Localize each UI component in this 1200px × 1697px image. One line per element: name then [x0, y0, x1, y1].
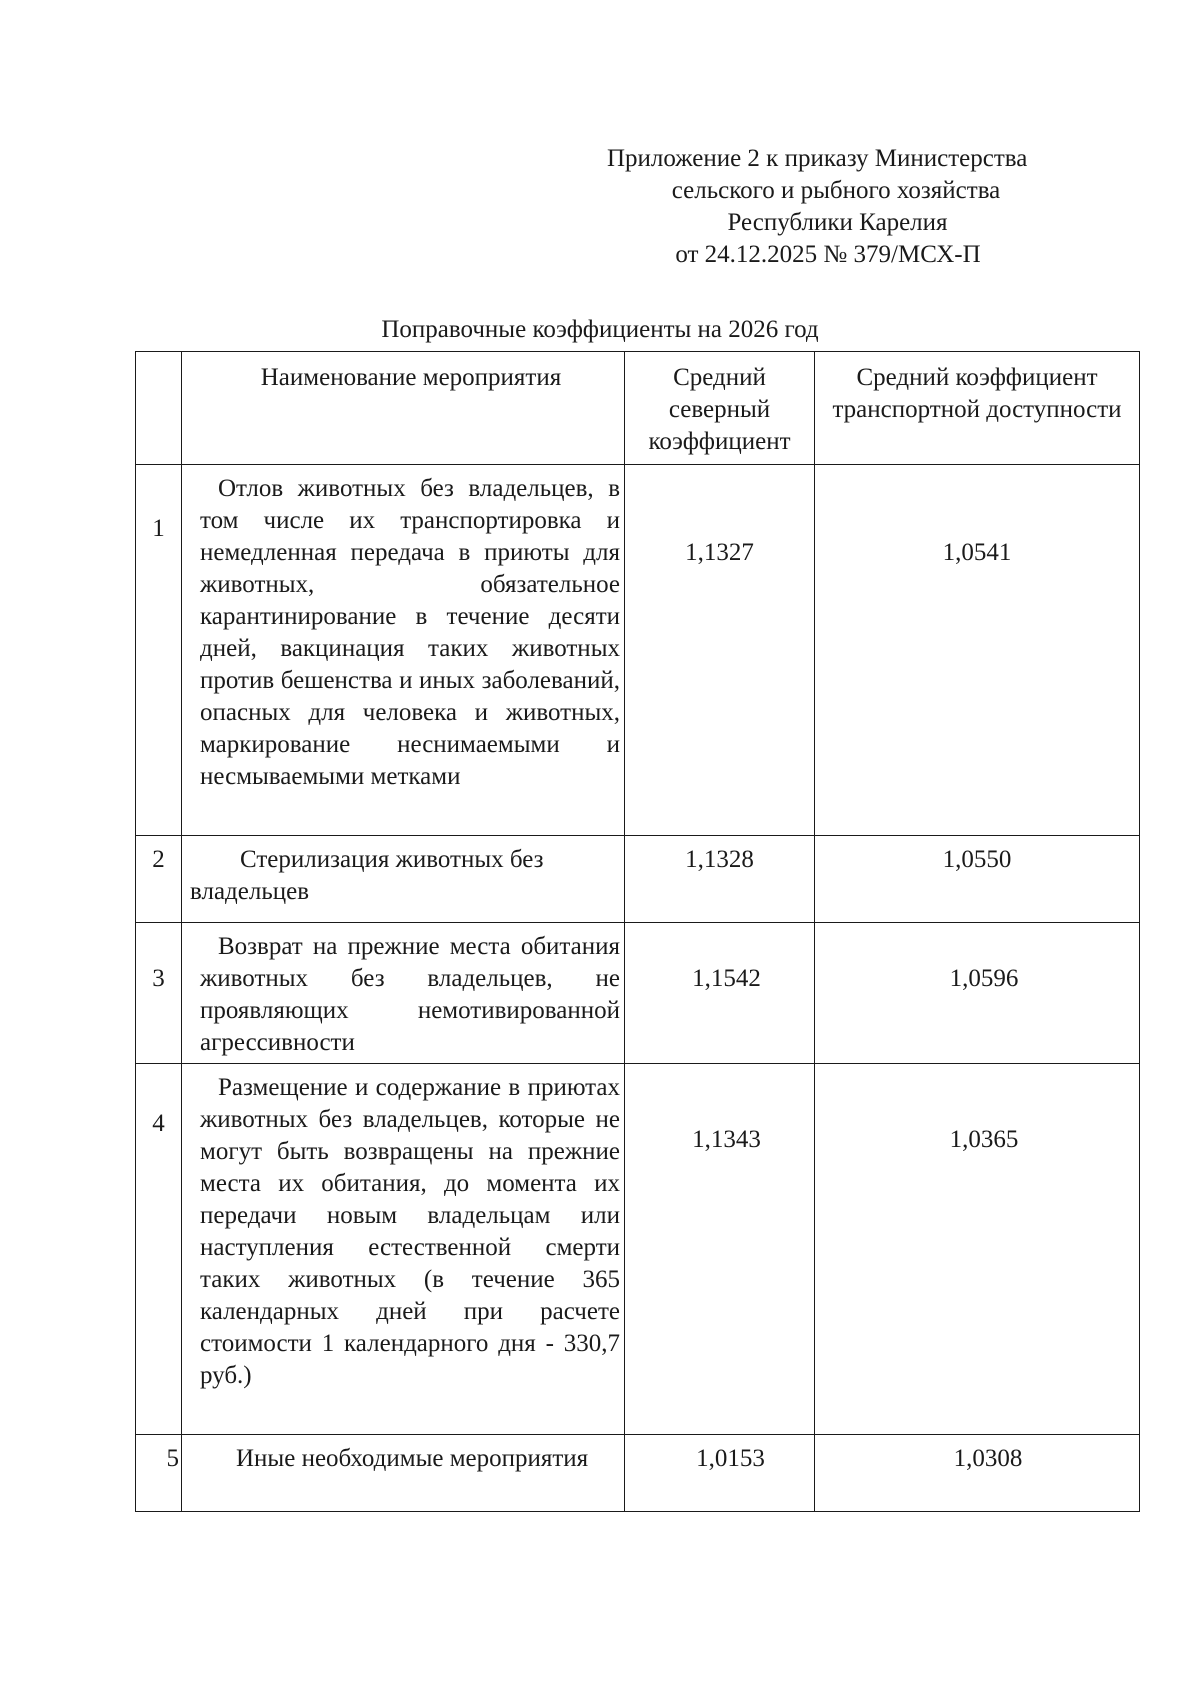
coefficients-table — [135, 351, 1140, 1512]
table-row — [136, 836, 1140, 923]
row-transport-cell: 1,0541 — [815, 465, 1140, 836]
row-name-cell: Возврат на прежние места обитания животных без владельцев, не проявляющих немотивированной агрессивности — [182, 923, 625, 1064]
row-transport-cell: 1,0365 — [815, 1064, 1140, 1435]
row-north-cell: 1,0153 — [625, 1435, 815, 1512]
table-row — [136, 1064, 1140, 1435]
row-transport-cell: 1,0550 — [815, 836, 1140, 923]
appendix-line: Приложение 2 к приказу Министерства — [607, 145, 1028, 172]
table-header-row — [136, 352, 1140, 465]
appendix-line: Республики Карелия — [727, 209, 948, 236]
table-row — [136, 465, 1140, 836]
row-north-cell: 1,1343 — [625, 1064, 815, 1435]
row-number-cell: 3 — [136, 923, 182, 1064]
row-number-cell: 5 — [136, 1435, 182, 1512]
row-name-cell: Отлов животных без владельцев, в том числе их транспортировка и немедленная передача в приюты для животных, обязательное карантинирование в течение десяти дней, вакцинация таких животных против бешенства и иных заболеваний, опасных для человека и животных, маркирование неснимаемыми и несмываемыми метками — [182, 465, 625, 836]
row-number-cell: 4 — [136, 1064, 182, 1435]
document-title: Поправочные коэффициенты на 2026 год — [381, 316, 819, 343]
row-north-cell: 1,1328 — [625, 836, 815, 923]
header-number — [136, 352, 182, 465]
header-transport-coefficient: Средний коэффициент транспортной доступности — [815, 352, 1140, 465]
row-number-cell: 2 — [136, 836, 182, 923]
row-north-cell: 1,1542 — [625, 923, 815, 1064]
row-name-cell: Размещение и содержание в приютах животных без владельцев, которые не могут быть возвращены на прежние места их обитания, до момента их передачи новым владельцам или наступления естественной смерти таких животных (в течение 365 календарных дней при расчете стоимости 1 календарного дня - 330,7 руб.) — [182, 1064, 625, 1435]
appendix-date-line: от 24.12.2025 № 379/МСХ-П — [675, 241, 981, 268]
header-north-coefficient: Средний северный коэффициент — [625, 352, 815, 465]
row-name-cell: Стерилизация животных без владельцев — [182, 836, 625, 923]
appendix-line: сельского и рыбного хозяйства — [671, 177, 1001, 204]
row-north-cell: 1,1327 — [625, 465, 815, 836]
table-row — [136, 1435, 1140, 1512]
row-transport-cell: 1,0308 — [815, 1435, 1140, 1512]
header-name: Наименование мероприятия — [182, 352, 625, 465]
row-number-cell: 1 — [136, 465, 182, 836]
table-row — [136, 923, 1140, 1064]
appendix-header — [560, 143, 1080, 271]
row-name-cell: Иные необходимые мероприятия — [182, 1435, 625, 1512]
row-transport-cell: 1,0596 — [815, 923, 1140, 1064]
